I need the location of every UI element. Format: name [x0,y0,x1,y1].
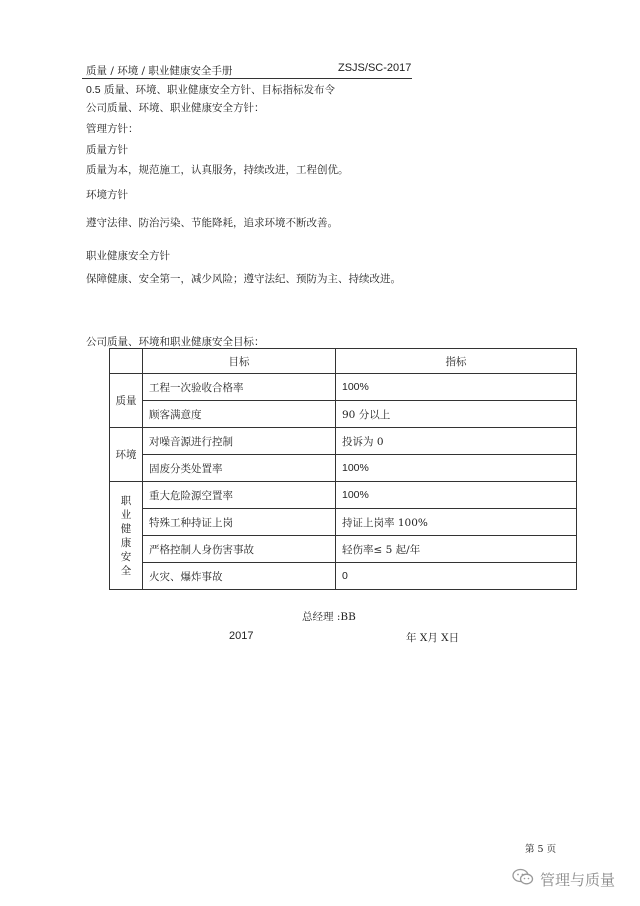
target-cell: 顾客满意度 [143,401,336,428]
indicator-cell: 持证上岗率 100% [336,509,577,536]
wechat-icon [512,868,534,890]
watermark [512,868,615,890]
page-number: 第 5 页 [525,844,557,855]
target-cell: 火灾、爆炸事故 [143,563,336,590]
header-indicator: 指标 [336,349,577,374]
section-heading [86,82,335,97]
policy-intro: 公司质量、环境、职业健康安全方针： [86,102,265,114]
table-row [110,509,577,536]
target-cell: 工程一次验收合格率 [143,374,336,401]
target-cell: 对噪音源进行控制 [143,428,336,455]
indicator-cell: 100% [336,482,577,509]
table-row [110,536,577,563]
manual-title: 质量 / 环境 / 职业健康安全手册 [86,65,233,77]
category-ohs: 职业健康安全 [110,482,143,590]
indicator-cell: 0 [336,563,577,590]
table-row [110,401,577,428]
header-blank-cell [110,349,143,374]
table-header-row [110,349,577,374]
goals-table [109,348,577,590]
header-target: 目标 [143,349,336,374]
quality-policy-text: 质量为本，规范施工，认真服务，持续改进，工程创优。 [86,164,349,176]
general-manager-signature: 总经理 :BB [302,611,356,623]
signature-year: 2017 [229,630,254,642]
target-cell: 固废分类处置率 [143,455,336,482]
quality-policy-title: 质量方针 [86,144,128,156]
indicator-cell: 100% [336,374,577,401]
watermark-text: 管理与质量 [540,871,616,889]
ohs-policy-text: 保障健康、安全第一，减少风险；遵守法纪、预防为主、持续改进。 [86,273,401,285]
signature-date: 年 X月 X日 [406,632,460,644]
indicator-cell: 投诉为 0 [336,428,577,455]
environment-policy-text: 遵守法律、防治污染、节能降耗，追求环境不断改善。 [86,217,338,229]
ohs-policy-title: 职业健康安全方针 [86,250,170,262]
table-row [110,428,577,455]
table-row [110,482,577,509]
indicator-cell: 100% [336,455,577,482]
environment-policy-title: 环境方针 [86,189,128,201]
target-cell: 重大危险源空置率 [143,482,336,509]
goals-intro: 公司质量、环境和职业健康安全目标： [86,336,265,348]
header-rule [82,78,412,79]
management-policy-label: 管理方针： [86,123,139,135]
indicator-cell: 轻伤率≤ 5 起/年 [336,536,577,563]
document-code: ZSJS/SC-2017 [338,62,412,74]
table-row [110,455,577,482]
section-number: 0.5 [86,84,101,96]
target-cell: 特殊工种持证上岗 [143,509,336,536]
table-row [110,563,577,590]
section-title: 质量、环境、职业健康安全方针、目标指标发布令 [103,84,335,96]
indicator-cell: 90 分以上 [336,401,577,428]
table-row [110,374,577,401]
category-quality: 质量 [110,374,143,428]
category-environment: 环境 [110,428,143,482]
target-cell: 严格控制人身伤害事故 [143,536,336,563]
